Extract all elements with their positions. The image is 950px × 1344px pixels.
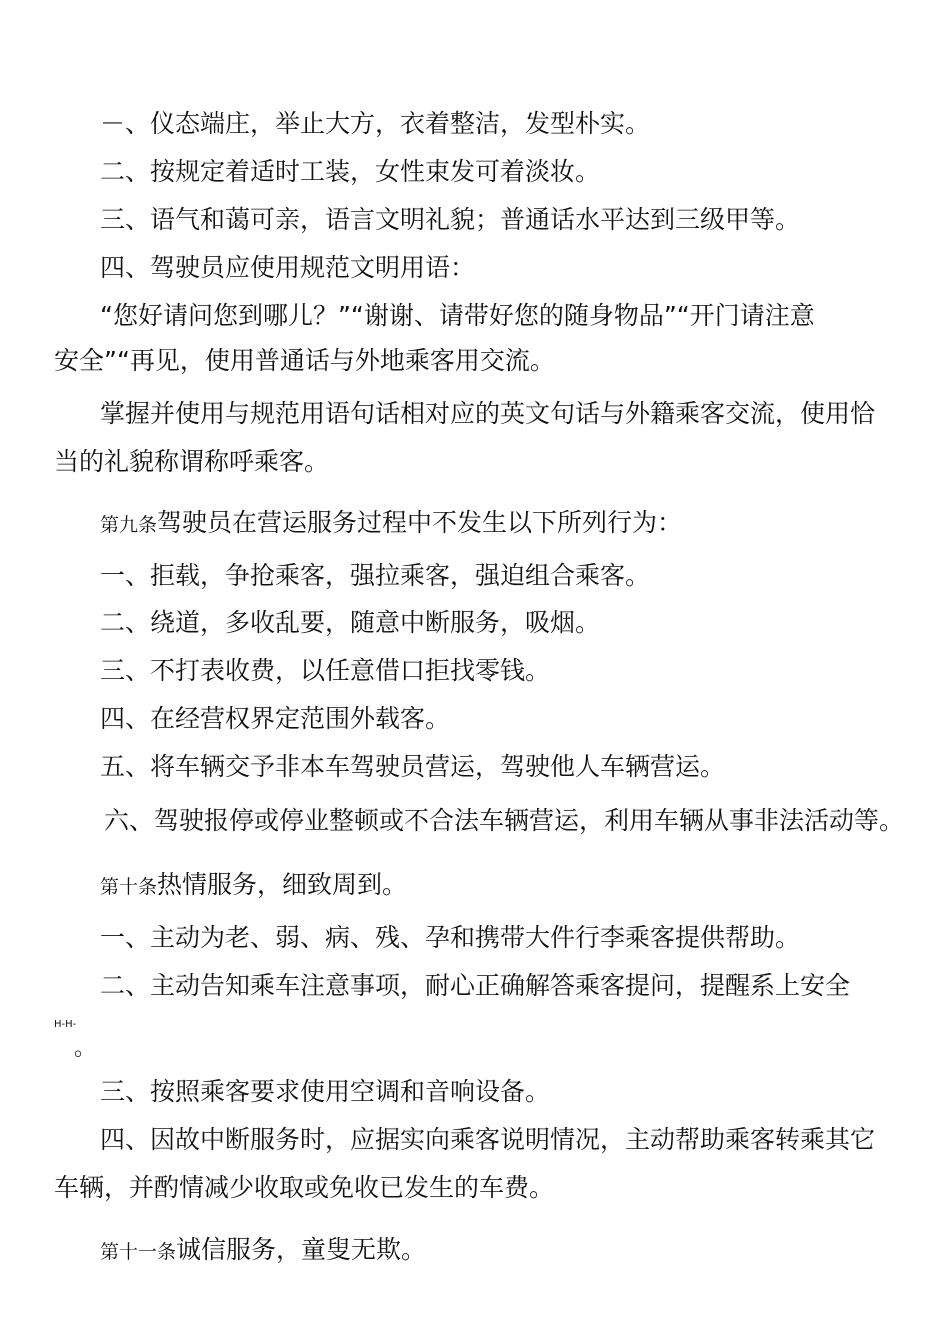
list-item: 三、按照乘客要求使用空调和音响设备。 (100, 1077, 551, 1106)
list-item: 五、将车辆交予非本车驾驶员营运，驾驶他人车辆营运。 (100, 752, 726, 781)
paragraph-line: 四、驾驶员应使用规范文明用语： (100, 253, 476, 282)
paragraph-line: 三、语气和蔼可亲，语言文明礼貌；普通话水平达到三级甲等。 (100, 205, 801, 234)
article-title: 驾驶员在营运服务过程中不发生以下所列行为： (157, 508, 683, 537)
article-number: 第十条 (100, 876, 158, 898)
paragraph-line: 当的礼貌称谓称呼乘客。 (54, 447, 330, 476)
list-item: 四、在经营权界定范围外载客。 (100, 704, 451, 733)
paragraph-line: 二、按规定着适时工装，女性束发可着淡妆。 (100, 157, 601, 186)
article-title: 热情服务，细致周到。 (157, 870, 408, 899)
article-9-heading (100, 507, 682, 541)
list-item: 二、主动告知乘车注意事项，耐心正确解答乘客提问，提醒系上安全 (100, 971, 851, 1000)
list-item: 二、绕道，多收乱要，随意中断服务，吸烟。 (100, 608, 601, 637)
paragraph-line: 掌握并使用与规范用语句话相对应的英文句话与外籍乘客交流，使用恰 (100, 399, 876, 428)
scan-artifact-text: H-H- (54, 1019, 77, 1030)
article-number: 第九条 (100, 514, 158, 536)
list-item: 六、驾驶报停或停业整顿或不合法车辆营运，利用车辆从事非法活动等。 (104, 806, 905, 835)
paragraph-line: －、仪态端庄，举止大方，衣着整洁，发型朴实。 (100, 109, 651, 138)
list-item: 车辆，并酌情减少收取或免收已发生的车费。 (54, 1173, 555, 1202)
list-item: 四、因故中断服务时，应据实向乘客说明情况，主动帮助乘客转乘其它 (100, 1125, 876, 1154)
paragraph-line: “您好请问您到哪儿？”“谢谢、请带好您的随身物品”“开门请注意 (100, 301, 815, 330)
list-item: 三、不打表收费，以任意借口拒找零钱。 (100, 656, 551, 685)
article-number: 第十一条 (100, 1241, 177, 1263)
trailing-period: 。 (74, 1036, 97, 1061)
list-item: 一、拒载，争抢乘客，强拉乘客，强迫组合乘客。 (100, 561, 651, 590)
article-title: 诚信服务，童叟无欺。 (176, 1235, 427, 1264)
article-10-heading (100, 869, 407, 903)
paragraph-line: 安全”“再见，使用普通话与外地乘客用交流。 (54, 346, 555, 375)
list-item: 一、主动为老、弱、病、残、孕和携带大件行李乘客提供帮助。 (100, 923, 801, 952)
article-11-heading (100, 1234, 426, 1268)
